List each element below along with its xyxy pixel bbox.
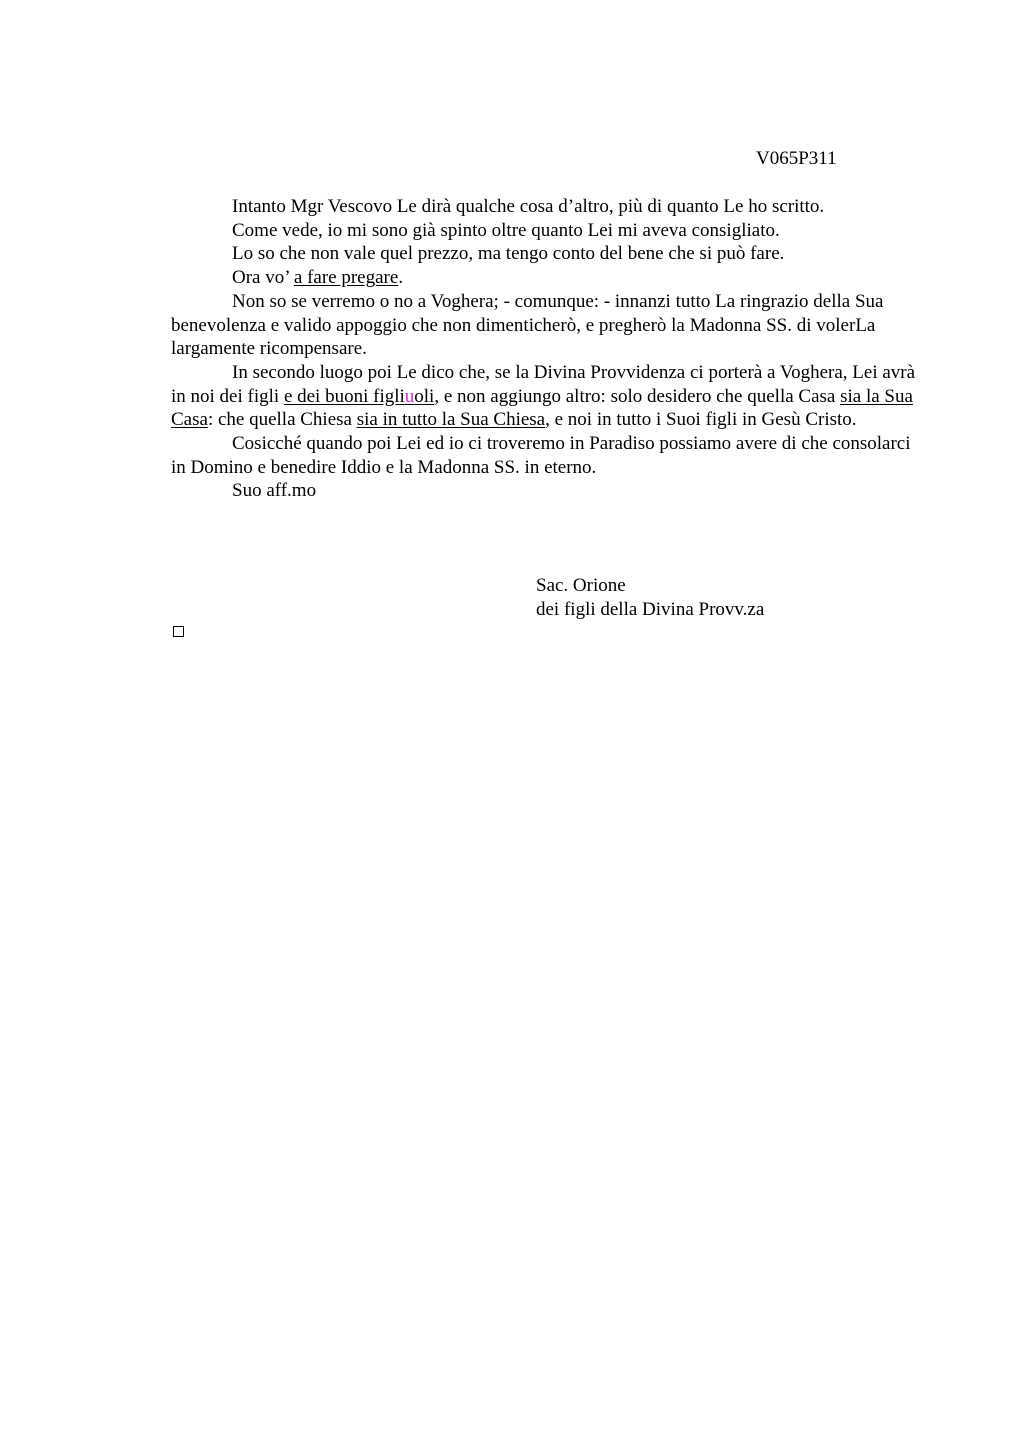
paragraph-6-text-b: , e non aggiungo altro: solo desidero che quella Casa [434,385,841,407]
paragraph-4-text: Ora vo’ [232,267,294,289]
inserted-letter-mark: u [404,385,415,407]
paragraph-3: Lo so che non vale quel prezzo, ma tengo conto del bene che si può fare. [232,243,785,265]
paragraph-6-text-a: In secondo luogo poi Le dico che, se la Divina Provvidenza ci porterà a Voghera, Lei avrà in noi dei figli [171,361,916,407]
letter-body [171,195,929,503]
paragraph-5: Non so se verremo o no a Voghera; - comunque: - innanzi tutto La ringrazio della Sua benevolenza e valido appoggio che non dimenticherò, e pregherò la Madonna SS. di volerLa largamente ricompensare. [171,290,884,360]
signature-block [536,574,764,622]
paragraph-6-underlined-2: sia la Sua Casa [171,385,913,431]
paragraph-6-underlined-1b: oli [414,385,435,407]
paragraph-1: Intanto Mgr Vescovo Le dirà qualche cosa d’altro, più di quanto Le ho scritto. [232,196,825,217]
paragraph-6-text-d: , e noi in tutto i Suoi figli in Gesù Cristo. [545,409,857,431]
paragraph-6 [171,361,929,432]
paragraph-7: Cosicché quando poi Lei ed io ci troveremo in Paradiso possiamo avere di che consolarci in Domino e benedire Iddio e la Madonna SS. in eterno. [171,433,911,478]
signature-title: dei figli della Divina Provv.za [536,599,765,620]
paragraph-6-underlined-1a: e dei buoni figli [283,385,405,407]
paragraph-8: Suo aff.mo [232,480,317,502]
page-code: V065P311 [756,148,837,169]
paragraph-4 [171,266,929,290]
paragraph-4-end: . [398,267,404,289]
checkbox-square[interactable] [173,626,184,637]
paragraph-6-text-c: : che quella Chiesa [207,409,357,431]
paragraph-6-underlined-1 [284,386,434,407]
paragraph-2: Come vede, io mi sono già spinto oltre quanto Lei mi aveva consigliato. [232,219,780,241]
signature-name: Sac. Orione [536,575,626,596]
paragraph-4-underlined: a fare pregare [293,267,399,289]
paragraph-6-underlined-3: sia in tutto la Sua Chiesa [356,409,546,431]
